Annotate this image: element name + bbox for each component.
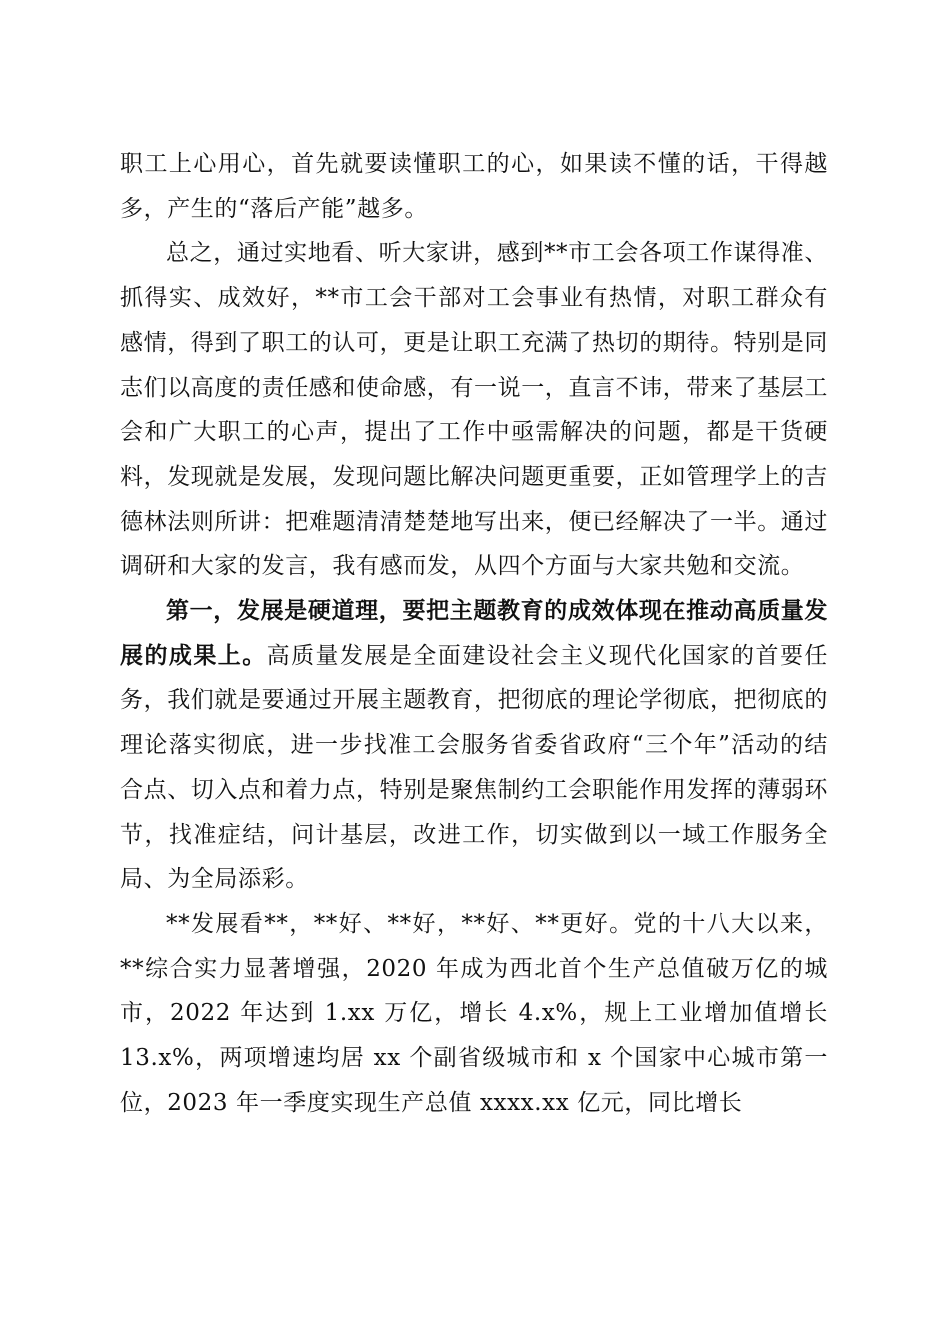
document-body [120, 142, 828, 1125]
first-point-body: 高质量发展是全面建设社会主义现代化国家的首要任务，我们就是要通过开展主题教育，把彻底的理论学彻底，把彻底的理论落实彻底，进一步找准工会服务省委省政府“三个年”活动的结合点、切入点和着力点，特别是聚焦制约工会职能作用发挥的薄弱环节，找准症结，问计基层，改进工作，切实做到以一域工作服务全局、为全局添彩。 [120, 642, 828, 893]
paragraph-continuation: 职工上心用心，首先就要读懂职工的心，如果读不懂的话，干得越多，产生的“落后产能”越多。 [120, 151, 828, 222]
paragraph-summary: 总之，通过实地看、听大家讲，感到**市工会各项工作谋得准、抓得实、成效好，**市工会干部对工会事业有热情，对职工群众有感情，得到了职工的认可，更是让职工充满了热切的期待。特别是同志们以高度的责任感和使命感，有一说一，直言不讳，带来了基层工会和广大职工的心声，提出了工作中亟需解决的问题，都是干货硬料，发现就是发展，发现问题比解决问题更重要，正如管理学上的吉德林法则所讲：把难题清清楚楚地写出来，便已经解决了一半。通过调研和大家的发言，我有感而发，从四个方面与大家共勉和交流。 [120, 240, 828, 580]
paragraph-development-stats: **发展看**，**好、**好，**好、**更好。党的十八大以来，**综合实力显著增强，2020 年成为西北首个生产总值破万亿的城市，2022 年达到 1.xx 万亿，增长 4.x%，规上工业增加值增长 13.x%，两项增速均居 xx 个副省级城市和 x 个国家中心城市第一位，2023 年一季度实现生产总值 xxxx.xx 亿元，同比增长 [120, 910, 828, 1116]
paragraph-first-point [120, 589, 828, 902]
first-point-heading: 第一，发展是硬道理，要把主题教育的成效体现在推动高质量发展的成果上。 [120, 597, 828, 669]
